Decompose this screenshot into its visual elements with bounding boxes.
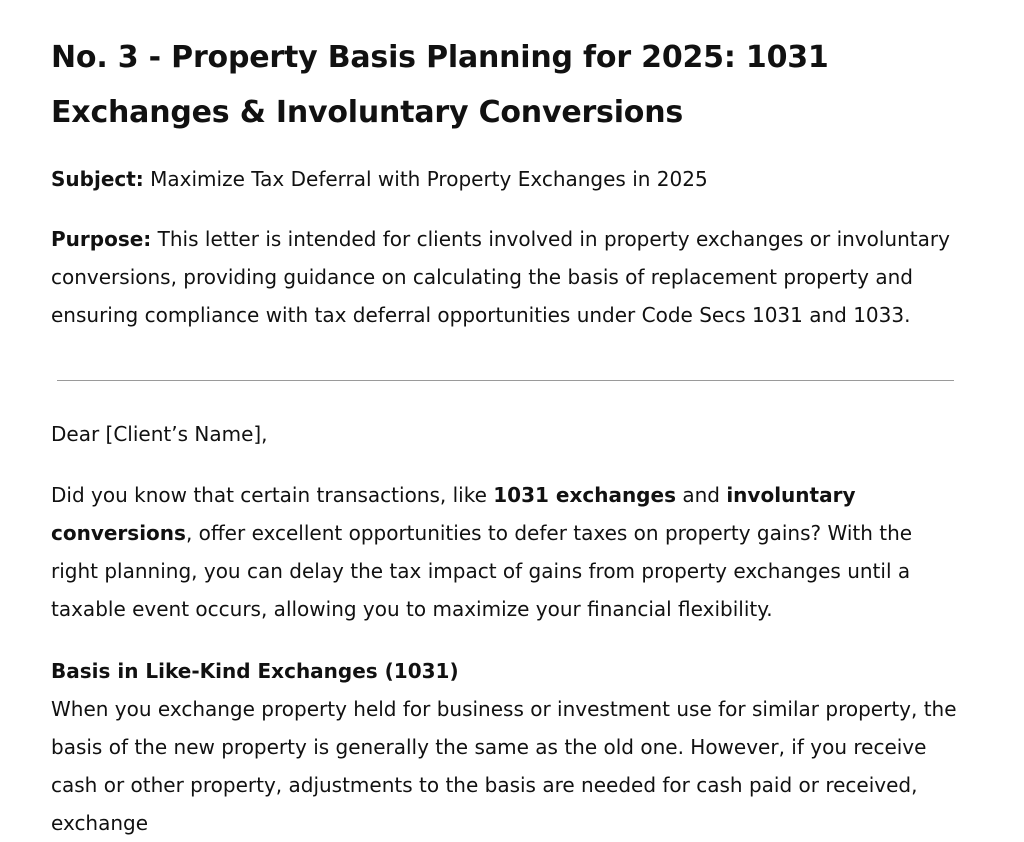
subject-text: Maximize Tax Deferral with Property Exchanges in 2025	[150, 167, 708, 191]
intro-paragraph	[51, 476, 964, 628]
section-divider	[57, 380, 954, 381]
intro-bold-1031-exchanges: 1031 exchanges	[493, 483, 676, 507]
intro-text-2: and	[675, 483, 727, 507]
document-title: No. 3 - Property Basis Planning for 2025: 1031 Exchanges & Involuntary Conversions	[51, 40, 829, 130]
purpose-label: Purpose:	[51, 227, 152, 251]
section-body: When you exchange property held for business or investment use for similar property, the basis of the new property is generally the same as the old one. However, if you receive cash or other property, adjustments to the basis are needed for cash paid or received, exchange	[51, 697, 957, 835]
intro-bold-involuntary-conversions: involuntary conversions	[51, 483, 856, 545]
section-heading: Basis in Like-Kind Exchanges (1031)	[51, 659, 459, 683]
intro-text-3: , offer excellent opportunities to defer taxes on property gains? With the right planning, you can delay the tax impact of gains from property exchanges until a taxable event occurs, allowing you to maximize your financial flexibility.	[51, 521, 913, 621]
subject-line	[51, 160, 964, 198]
intro-text-1: Did you know that certain transactions, like	[51, 483, 494, 507]
purpose-paragraph	[51, 220, 964, 334]
purpose-text: This letter is intended for clients involved in property exchanges or involuntary conversions, providing guidance on calculating the basis of replacement property and ensuring compliance with tax deferral opportunities under Code Secs 1031 and 1033.	[51, 227, 950, 327]
subject-label: Subject:	[51, 167, 144, 191]
salutation: Dear [Client’s Name],	[51, 422, 268, 446]
